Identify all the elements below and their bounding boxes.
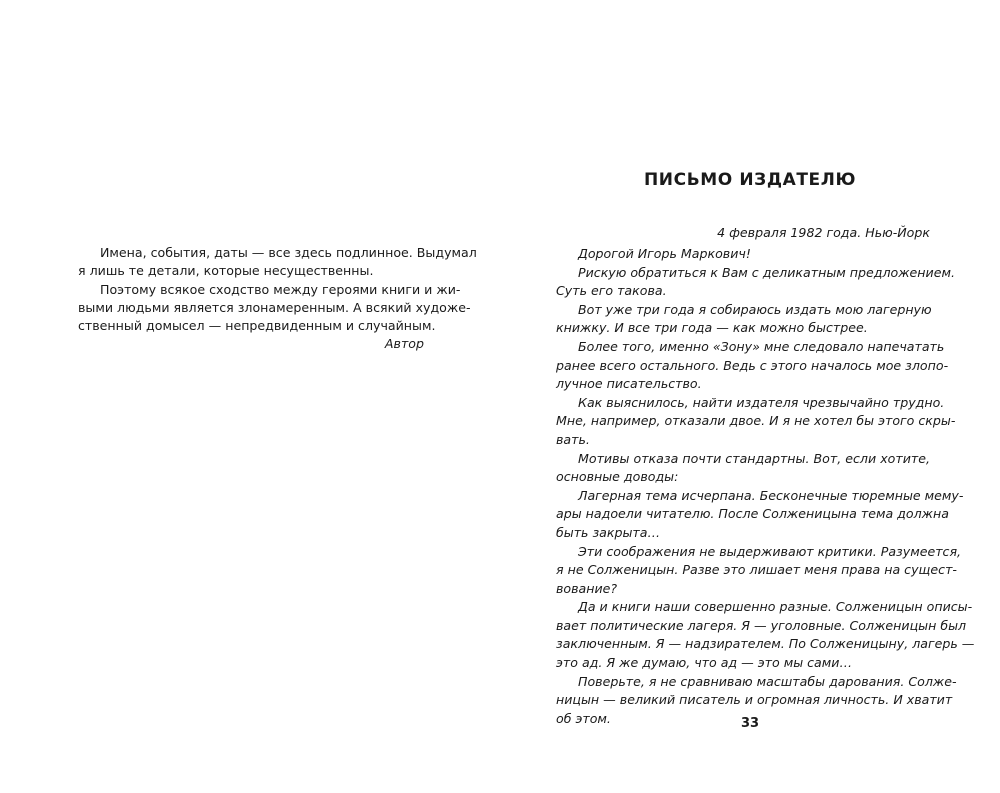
letter-dateline: 4 февраля 1982 года. Нью-Йорк	[717, 225, 930, 240]
right-page	[500, 0, 1000, 793]
letter-line: Мотивы отказа почти стандартны. Вот, если хотите,	[578, 450, 930, 466]
letter-line: это ад. Я же думаю, что ад — это мы сами…	[556, 655, 853, 671]
letter-line: Дорогой Игорь Маркович!	[578, 246, 751, 261]
epigraph-line: Имена, события, даты — все здесь подлинное. Выдумал	[100, 245, 477, 260]
letter-line: Как выяснилось, найти издателя чрезвычайно трудно.	[578, 394, 945, 410]
letter-line: Рискую обратиться к Вам с деликатным предложением.	[578, 264, 955, 280]
letter-line: книжку. И все три года — как можно быстрее.	[556, 320, 868, 336]
epigraph-line: я лишь те детали, которые несущественны.	[78, 263, 374, 279]
letter-line: вование?	[556, 580, 618, 596]
letter-line: Суть его такова.	[556, 283, 667, 299]
epigraph	[78, 244, 477, 354]
epigraph-line: ственный домысел — непредвиденным и случайным.	[78, 318, 436, 334]
letter-line: Более того, именно «Зону» мне следовало напечатать	[578, 338, 945, 354]
epigraph-line: Поэтому всякое сходство между героями книги и жи-	[100, 281, 461, 297]
letter-line: вает политические лагеря. Я — уголовные. Солженицын был	[556, 617, 967, 633]
letter-line: ары надоели читателю. После Солженицына тема должна	[556, 506, 949, 522]
letter-line: Мне, например, отказали двое. И я не хотел бы этого скры-	[556, 413, 956, 429]
epigraph-signature: Автор	[384, 336, 424, 352]
letter-line: об этом.	[556, 710, 611, 726]
letter-line: быть закрыта…	[556, 524, 661, 540]
letter-line: ницын — великий писатель и огромная личность. И хватит	[556, 692, 953, 708]
page-number: 33	[740, 716, 760, 731]
letter-line: основные доводы:	[556, 469, 679, 485]
epigraph-line: выми людьми является злонамеренным. А всякий художе-	[78, 299, 471, 315]
letter-line: ранее всего остального. Ведь с этого началось мое злопо-	[556, 357, 949, 373]
letter-line: Да и книги наши совершенно разные. Солженицын описы-	[578, 599, 973, 615]
letter-line: Вот уже три года я собираюсь издать мою лагерную	[578, 301, 932, 317]
letter-line: вать.	[556, 431, 590, 447]
letter-body	[556, 245, 975, 728]
letter-line: заключенным. Я — надзирателем. По Солженицыну, лагерь —	[556, 636, 975, 652]
letter-line: Поверьте, я не сравниваю масштабы дарования. Солже-	[578, 673, 957, 689]
letter-line: Лагерная тема исчерпана. Бесконечные тюремные мему-	[578, 487, 964, 503]
chapter-title: ПИСЬМО ИЗДАТЕЛЮ	[643, 170, 857, 190]
letter-line: лучное писательство.	[556, 376, 702, 392]
letter-line: я не Солженицын. Разве это лишает меня права на сущест-	[556, 562, 957, 578]
letter-line: Эти соображения не выдерживают критики. Разумеется,	[578, 543, 962, 559]
